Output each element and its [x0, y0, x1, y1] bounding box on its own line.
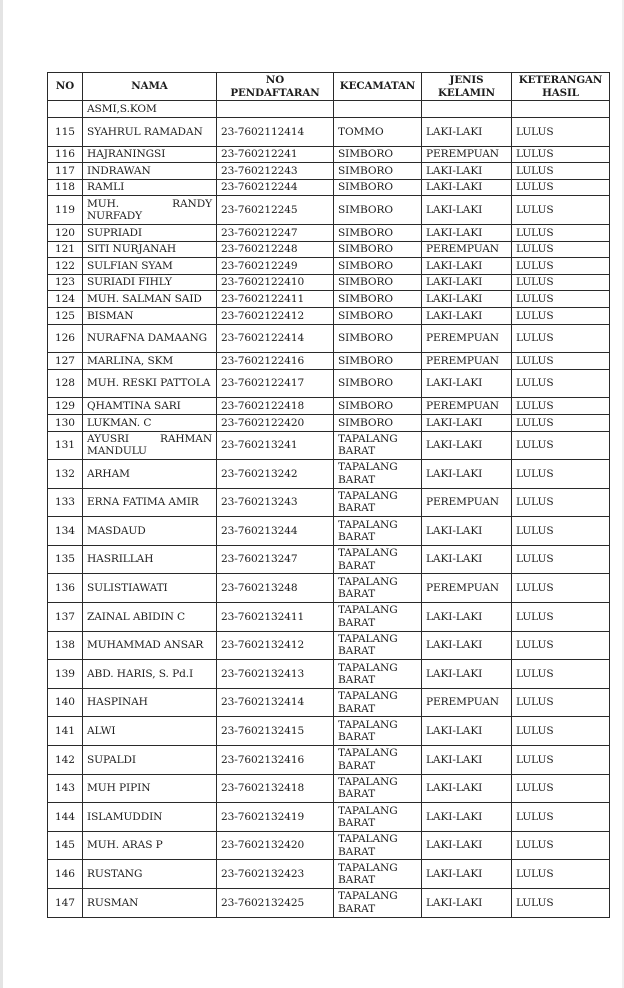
continuation-row	[48, 101, 610, 118]
cell-nama: HAJRANINGSI	[83, 146, 217, 163]
cell-no-pendaftaran: 23-7602132419	[217, 803, 334, 832]
cell-jenis-kelamin: LAKI-LAKI	[422, 291, 512, 308]
cell-jenis-kelamin: LAKI-LAKI	[422, 774, 512, 803]
cell-keterangan-hasil: LULUS	[512, 369, 610, 398]
table-row	[48, 574, 610, 603]
table-row	[48, 889, 610, 918]
cell-no: 138	[48, 631, 83, 660]
cell-no: 130	[48, 414, 83, 431]
cell-keterangan-hasil: LULUS	[512, 258, 610, 275]
cell-no-pendaftaran: 23-760212241	[217, 146, 334, 163]
cell-keterangan-hasil: LULUS	[512, 517, 610, 546]
cell-kecamatan: TAPALANG BARAT	[334, 660, 422, 689]
table-row	[48, 660, 610, 689]
cell-jenis-kelamin: LAKI-LAKI	[422, 163, 512, 180]
cell-nama: NURAFNA DAMAANG	[83, 324, 217, 353]
cell-no-pendaftaran: 23-7602122414	[217, 324, 334, 353]
cell-keterangan-hasil: LULUS	[512, 146, 610, 163]
cell-no-pendaftaran: 23-7602132423	[217, 860, 334, 889]
cell-jenis-kelamin: LAKI-LAKI	[422, 224, 512, 241]
cell-jenis-kelamin: PEREMPUAN	[422, 688, 512, 717]
cell-no-pendaftaran: 23-7602122410	[217, 274, 334, 291]
cell-jenis-kelamin: LAKI-LAKI	[422, 431, 512, 460]
header-kecamatan: KECAMATAN	[334, 73, 422, 101]
cell-keterangan-hasil: LULUS	[512, 545, 610, 574]
cell-jenis-kelamin: LAKI-LAKI	[422, 660, 512, 689]
cell-keterangan-hasil: LULUS	[512, 746, 610, 775]
cell-jenis-kelamin: LAKI-LAKI	[422, 274, 512, 291]
cell-no: 142	[48, 746, 83, 775]
cell-no: 128	[48, 369, 83, 398]
cell-nama: SYAHRUL RAMADAN	[83, 118, 217, 147]
cell-no-pendaftaran: 23-7602132413	[217, 660, 334, 689]
cell-no-pendaftaran: 23-760212243	[217, 163, 334, 180]
cell-no: 135	[48, 545, 83, 574]
cell-kecamatan: SIMBORO	[334, 414, 422, 431]
cell-jenis-kelamin: LAKI-LAKI	[422, 258, 512, 275]
table-row	[48, 517, 610, 546]
cell-keterangan-hasil: LULUS	[512, 860, 610, 889]
cell-kecamatan: TOMMO	[334, 118, 422, 147]
cell-no: 134	[48, 517, 83, 546]
cell-keterangan-hasil: LULUS	[512, 603, 610, 632]
cell-nama: RAMLI	[83, 179, 217, 196]
cell-kecamatan: TAPALANG BARAT	[334, 774, 422, 803]
cell-jenis-kelamin: LAKI-LAKI	[422, 860, 512, 889]
cell-jenis-kelamin: LAKI-LAKI	[422, 517, 512, 546]
cell-kecamatan: SIMBORO	[334, 224, 422, 241]
cell-nama: MUH. RANDY NURFADY	[83, 196, 217, 225]
cell-kecamatan: TAPALANG BARAT	[334, 574, 422, 603]
cell-kecamatan: TAPALANG BARAT	[334, 889, 422, 918]
cell-nama: MUH. RESKI PATTOLA	[83, 369, 217, 398]
cell-nama: MUH PIPIN	[83, 774, 217, 803]
cell-kecamatan: SIMBORO	[334, 291, 422, 308]
cell-keterangan-hasil: LULUS	[512, 307, 610, 324]
cell-no-pendaftaran: 23-7602122416	[217, 353, 334, 370]
cell-keterangan-hasil: LULUS	[512, 398, 610, 415]
cell-no-pendaftaran: 23-7602132425	[217, 889, 334, 918]
cell-no-pendaftaran: 23-760212249	[217, 258, 334, 275]
cell-no: 146	[48, 860, 83, 889]
cell-keterangan-hasil: LULUS	[512, 460, 610, 489]
cell-no-pendaftaran: 23-760213243	[217, 488, 334, 517]
cell-nama: BISMAN	[83, 307, 217, 324]
cell-no-pendaftaran: 23-760213247	[217, 545, 334, 574]
cell-jenis-kelamin: LAKI-LAKI	[422, 631, 512, 660]
table-row	[48, 118, 610, 147]
cell-keterangan-hasil: LULUS	[512, 241, 610, 258]
cell-keterangan-hasil: LULUS	[512, 353, 610, 370]
table-row	[48, 414, 610, 431]
cell-nama: ALWI	[83, 717, 217, 746]
cell-no-pendaftaran: 23-7602122411	[217, 291, 334, 308]
cell-nama: HASRILLAH	[83, 545, 217, 574]
table-row	[48, 179, 610, 196]
cell-nama: MARLINA, SKM	[83, 353, 217, 370]
cell-jenis-kelamin: PEREMPUAN	[422, 241, 512, 258]
header-keterangan-hasil: KETERANGAN HASIL	[512, 73, 610, 101]
cell-jenis-kelamin: LAKI-LAKI	[422, 179, 512, 196]
cell-nama: RUSMAN	[83, 889, 217, 918]
cell-no: 136	[48, 574, 83, 603]
cell-nama: AYUSRI RAHMAN MANDULU	[83, 431, 217, 460]
cell-jenis-kelamin: PEREMPUAN	[422, 324, 512, 353]
table-row	[48, 860, 610, 889]
cell-no-pendaftaran: 23-7602112414	[217, 118, 334, 147]
cell-kecamatan: SIMBORO	[334, 258, 422, 275]
cell-keterangan-hasil: LULUS	[512, 431, 610, 460]
cell-jenis-kelamin: LAKI-LAKI	[422, 746, 512, 775]
cell-jenis-kelamin: LAKI-LAKI	[422, 717, 512, 746]
cell-no: 115	[48, 118, 83, 147]
table-row	[48, 196, 610, 225]
cell-kecamatan: TAPALANG BARAT	[334, 803, 422, 832]
cell-no: 124	[48, 291, 83, 308]
cell-keterangan-hasil: LULUS	[512, 774, 610, 803]
cell-nama: ZAINAL ABIDIN C	[83, 603, 217, 632]
cell-no-pendaftaran: 23-760212245	[217, 196, 334, 225]
cell-no: 121	[48, 241, 83, 258]
cell-no-pendaftaran: 23-760213248	[217, 574, 334, 603]
cell-no: 129	[48, 398, 83, 415]
cell-kecamatan: TAPALANG BARAT	[334, 488, 422, 517]
cell-kecamatan: SIMBORO	[334, 163, 422, 180]
cell-no: 147	[48, 889, 83, 918]
cell-kecamatan: TAPALANG BARAT	[334, 545, 422, 574]
cell-keterangan-hasil: LULUS	[512, 224, 610, 241]
cell-no-pendaftaran: 23-7602122420	[217, 414, 334, 431]
cell-keterangan-hasil: LULUS	[512, 324, 610, 353]
cell-jenis-kelamin	[422, 101, 512, 118]
cell-nama: MUH. ARAS P	[83, 831, 217, 860]
cell-kecamatan: SIMBORO	[334, 353, 422, 370]
table-row	[48, 431, 610, 460]
cell-no: 133	[48, 488, 83, 517]
cell-no-pendaftaran: 23-7602122417	[217, 369, 334, 398]
cell-jenis-kelamin: LAKI-LAKI	[422, 369, 512, 398]
table-row	[48, 831, 610, 860]
cell-jenis-kelamin: LAKI-LAKI	[422, 831, 512, 860]
cell-no-pendaftaran: 23-7602122412	[217, 307, 334, 324]
header-row	[48, 73, 610, 101]
cell-keterangan-hasil: LULUS	[512, 488, 610, 517]
table-body	[48, 101, 610, 918]
cell-keterangan-hasil: LULUS	[512, 574, 610, 603]
cell-kecamatan: TAPALANG BARAT	[334, 717, 422, 746]
cell-nama: ERNA FATIMA AMIR	[83, 488, 217, 517]
cell-kecamatan: TAPALANG BARAT	[334, 631, 422, 660]
cell-no-pendaftaran: 23-7602132411	[217, 603, 334, 632]
table-row	[48, 163, 610, 180]
table-row	[48, 241, 610, 258]
cell-no: 145	[48, 831, 83, 860]
cell-kecamatan: SIMBORO	[334, 179, 422, 196]
cell-keterangan-hasil: LULUS	[512, 889, 610, 918]
cell-kecamatan: SIMBORO	[334, 369, 422, 398]
cell-keterangan-hasil: LULUS	[512, 196, 610, 225]
table-row	[48, 746, 610, 775]
cell-no: 126	[48, 324, 83, 353]
cell-no	[48, 101, 83, 118]
cell-jenis-kelamin: LAKI-LAKI	[422, 545, 512, 574]
cell-jenis-kelamin: LAKI-LAKI	[422, 803, 512, 832]
cell-no: 118	[48, 179, 83, 196]
cell-no: 132	[48, 460, 83, 489]
cell-kecamatan: SIMBORO	[334, 196, 422, 225]
table-row	[48, 545, 610, 574]
cell-no: 123	[48, 274, 83, 291]
cell-nama: LUKMAN. C	[83, 414, 217, 431]
cell-keterangan-hasil: LULUS	[512, 291, 610, 308]
cell-no-pendaftaran	[217, 101, 334, 118]
cell-jenis-kelamin: PEREMPUAN	[422, 574, 512, 603]
cell-keterangan-hasil: LULUS	[512, 831, 610, 860]
table-row	[48, 460, 610, 489]
cell-jenis-kelamin: PEREMPUAN	[422, 488, 512, 517]
cell-nama: ABD. HARIS, S. Pd.I	[83, 660, 217, 689]
cell-no-pendaftaran: 23-760212248	[217, 241, 334, 258]
cell-no: 116	[48, 146, 83, 163]
cell-no-pendaftaran: 23-7602132414	[217, 688, 334, 717]
cell-keterangan-hasil: LULUS	[512, 118, 610, 147]
cell-keterangan-hasil: LULUS	[512, 660, 610, 689]
cell-no: 125	[48, 307, 83, 324]
cell-jenis-kelamin: LAKI-LAKI	[422, 414, 512, 431]
cell-jenis-kelamin: PEREMPUAN	[422, 398, 512, 415]
table-row	[48, 774, 610, 803]
cell-no-pendaftaran: 23-7602132415	[217, 717, 334, 746]
cell-keterangan-hasil: LULUS	[512, 803, 610, 832]
header-no: NO	[48, 73, 83, 101]
table-row	[48, 488, 610, 517]
header-no-pendaftaran: NO PENDAFTARAN	[217, 73, 334, 101]
cell-no: 143	[48, 774, 83, 803]
table-row	[48, 146, 610, 163]
cell-kecamatan: TAPALANG BARAT	[334, 688, 422, 717]
table-row	[48, 274, 610, 291]
cell-nama: MASDAUD	[83, 517, 217, 546]
cell-kecamatan: TAPALANG BARAT	[334, 460, 422, 489]
cell-no: 120	[48, 224, 83, 241]
cell-kecamatan: SIMBORO	[334, 146, 422, 163]
cell-no-pendaftaran: 23-760213241	[217, 431, 334, 460]
table-row	[48, 324, 610, 353]
cell-jenis-kelamin: LAKI-LAKI	[422, 118, 512, 147]
cell-no-pendaftaran: 23-7602132420	[217, 831, 334, 860]
cell-nama: MUH. SALMAN SAID	[83, 291, 217, 308]
cell-nama: INDRAWAN	[83, 163, 217, 180]
cell-nama: ARHAM	[83, 460, 217, 489]
header-jenis-kelamin: JENIS KELAMIN	[422, 73, 512, 101]
table-row	[48, 353, 610, 370]
cell-no: 117	[48, 163, 83, 180]
cell-no: 140	[48, 688, 83, 717]
cell-nama: SUPALDI	[83, 746, 217, 775]
cell-kecamatan: SIMBORO	[334, 241, 422, 258]
cell-nama: SULISTIAWATI	[83, 574, 217, 603]
table-row	[48, 603, 610, 632]
cell-jenis-kelamin: LAKI-LAKI	[422, 196, 512, 225]
cell-no-pendaftaran: 23-7602132412	[217, 631, 334, 660]
cell-no-pendaftaran: 23-7602132416	[217, 746, 334, 775]
cell-jenis-kelamin: PEREMPUAN	[422, 146, 512, 163]
cell-no-pendaftaran: 23-760212247	[217, 224, 334, 241]
cell-jenis-kelamin: PEREMPUAN	[422, 353, 512, 370]
cell-nama: SUPRIADI	[83, 224, 217, 241]
cell-nama: SURIADI FIHLY	[83, 274, 217, 291]
table-row	[48, 291, 610, 308]
table-row	[48, 803, 610, 832]
cell-keterangan-hasil: LULUS	[512, 274, 610, 291]
cell-no: 127	[48, 353, 83, 370]
cell-no-pendaftaran: 23-760212244	[217, 179, 334, 196]
cell-kecamatan: TAPALANG BARAT	[334, 860, 422, 889]
table-row	[48, 258, 610, 275]
table-row	[48, 631, 610, 660]
table-row	[48, 369, 610, 398]
cell-kecamatan: SIMBORO	[334, 274, 422, 291]
cell-nama: ISLAMUDDIN	[83, 803, 217, 832]
cell-jenis-kelamin: LAKI-LAKI	[422, 307, 512, 324]
cell-keterangan-hasil: LULUS	[512, 631, 610, 660]
cell-kecamatan: TAPALANG BARAT	[334, 431, 422, 460]
cell-nama: SITI NURJANAH	[83, 241, 217, 258]
cell-no-pendaftaran: 23-760213242	[217, 460, 334, 489]
results-table	[47, 72, 610, 918]
cell-kecamatan: TAPALANG BARAT	[334, 746, 422, 775]
cell-keterangan-hasil	[512, 101, 610, 118]
cell-jenis-kelamin: LAKI-LAKI	[422, 460, 512, 489]
cell-keterangan-hasil: LULUS	[512, 688, 610, 717]
table-row	[48, 688, 610, 717]
cell-no: 137	[48, 603, 83, 632]
cell-kecamatan: TAPALANG BARAT	[334, 831, 422, 860]
cell-nama: ASMI,S.KOM	[83, 101, 217, 118]
cell-kecamatan: TAPALANG BARAT	[334, 603, 422, 632]
cell-nama: MUHAMMAD ANSAR	[83, 631, 217, 660]
cell-nama: QHAMTINA SARI	[83, 398, 217, 415]
cell-keterangan-hasil: LULUS	[512, 414, 610, 431]
cell-no-pendaftaran: 23-7602122418	[217, 398, 334, 415]
cell-jenis-kelamin: LAKI-LAKI	[422, 603, 512, 632]
cell-no: 119	[48, 196, 83, 225]
table-row	[48, 717, 610, 746]
header-nama: NAMA	[83, 73, 217, 101]
cell-kecamatan: SIMBORO	[334, 324, 422, 353]
cell-keterangan-hasil: LULUS	[512, 163, 610, 180]
cell-no: 141	[48, 717, 83, 746]
cell-no: 131	[48, 431, 83, 460]
cell-nama: RUSTANG	[83, 860, 217, 889]
page-left-edge	[0, 0, 3, 988]
table-row	[48, 224, 610, 241]
cell-kecamatan	[334, 101, 422, 118]
cell-kecamatan: TAPALANG BARAT	[334, 517, 422, 546]
cell-no: 144	[48, 803, 83, 832]
table-row	[48, 307, 610, 324]
table-header	[48, 73, 610, 101]
cell-nama: SULFIAN SYAM	[83, 258, 217, 275]
cell-jenis-kelamin: LAKI-LAKI	[422, 889, 512, 918]
cell-kecamatan: SIMBORO	[334, 398, 422, 415]
cell-no-pendaftaran: 23-7602132418	[217, 774, 334, 803]
cell-keterangan-hasil: LULUS	[512, 717, 610, 746]
cell-no: 139	[48, 660, 83, 689]
table-row	[48, 398, 610, 415]
cell-keterangan-hasil: LULUS	[512, 179, 610, 196]
cell-no-pendaftaran: 23-760213244	[217, 517, 334, 546]
cell-no: 122	[48, 258, 83, 275]
cell-kecamatan: SIMBORO	[334, 307, 422, 324]
cell-nama: HASPINAH	[83, 688, 217, 717]
